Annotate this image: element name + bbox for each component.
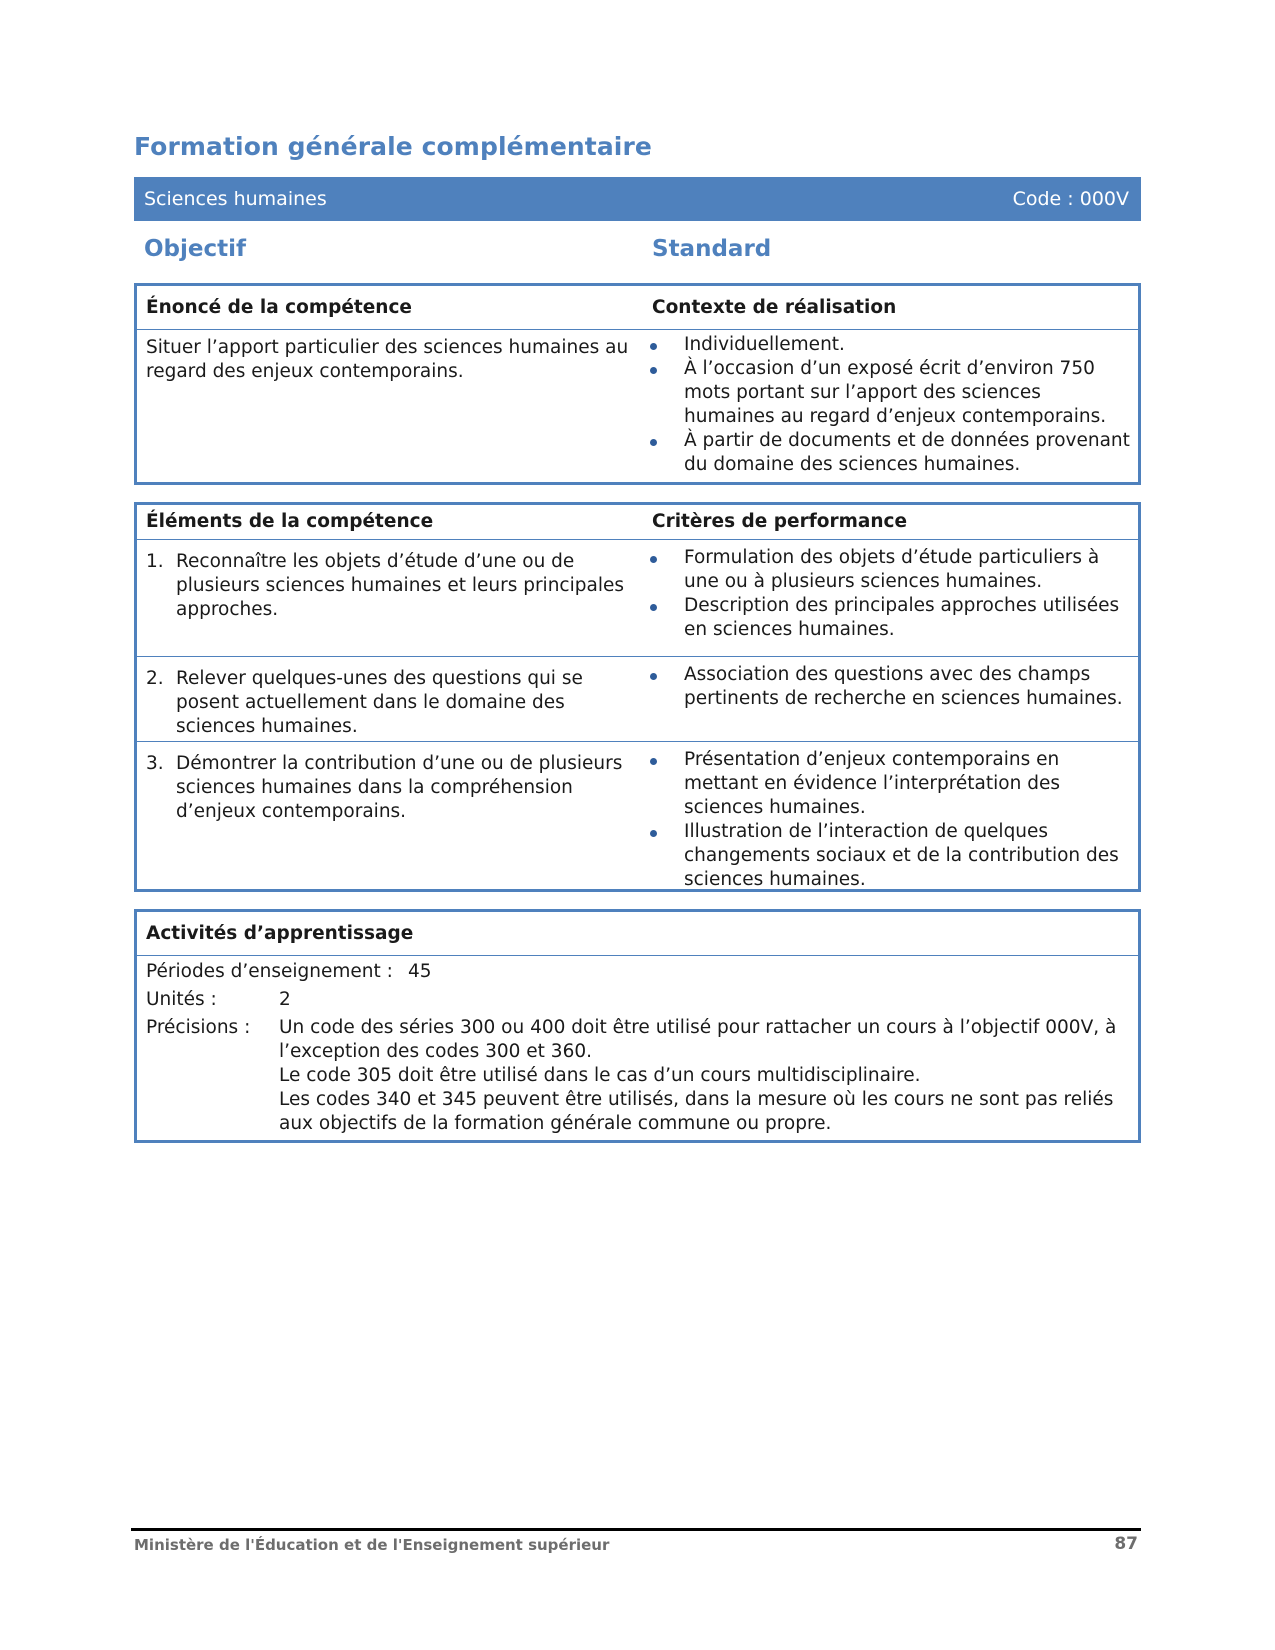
periods-value: 45 bbox=[408, 961, 432, 982]
footer-divider bbox=[131, 1528, 1141, 1531]
course-header-bar bbox=[134, 177, 1141, 221]
bullet-icon bbox=[650, 439, 657, 446]
list-item: Formulation des objets d’étude particuliers à une ou à plusieurs sciences humaines. bbox=[641, 546, 1130, 594]
course-name: Sciences humaines bbox=[144, 188, 327, 210]
activities-table bbox=[134, 909, 1141, 1143]
bullet-icon bbox=[650, 673, 657, 680]
contexte-header: Contexte de réalisation bbox=[652, 296, 897, 318]
bullet-icon bbox=[650, 367, 657, 374]
standard-heading: Standard bbox=[652, 236, 772, 262]
footer-organization: Ministère de l'Éducation et de l'Enseignement supérieur bbox=[134, 1536, 610, 1554]
activities-body bbox=[137, 956, 1138, 1148]
list-item: Association des questions avec des champs pertinents de recherche en sciences humaines. bbox=[641, 663, 1130, 711]
precisions-label: Précisions : bbox=[146, 1017, 251, 1038]
activities-header: Activités d’apprentissage bbox=[146, 922, 414, 944]
enonce-header: Énoncé de la compétence bbox=[146, 296, 412, 318]
table-row bbox=[137, 656, 1138, 741]
course-code: Code : 000V bbox=[1012, 188, 1129, 210]
units-value: 2 bbox=[279, 989, 291, 1010]
periods-line bbox=[146, 960, 1129, 984]
enonce-text: Situer l’apport particulier des sciences humaines au regard des enjeux contemporains. bbox=[146, 337, 629, 382]
list-item: Description des principales approches utilisées en sciences humaines. bbox=[641, 594, 1130, 642]
elements-table bbox=[134, 502, 1141, 892]
element-item: 1. Reconnaître les objets d’étude d’une ou de plusieurs sciences humaines et leurs principales approches. bbox=[146, 551, 624, 620]
objectif-heading: Objectif bbox=[144, 236, 247, 262]
units-line bbox=[146, 988, 1129, 1012]
precisions-text: Un code des séries 300 ou 400 doit être utilisé pour rattacher un cours à l’objectif 000V, à l’exception des codes 300 et 360. Le code 305 doit être utilisé dans le cas d’un cours multidisciplinaire. Les codes 340 et 345 peuvent être utilisés, dans la mesure où les cours ne sont pas reliés aux objectifs de la formation générale commune ou propre. bbox=[279, 1017, 1117, 1134]
elements-header: Éléments de la compétence bbox=[146, 511, 434, 532]
list-item: À partir de documents et de données provenant du domaine des sciences humaines. bbox=[641, 429, 1130, 477]
precisions-line bbox=[146, 1016, 1129, 1136]
list-item: Présentation d’enjeux contemporains en mettant en évidence l’interprétation des sciences humaines. bbox=[641, 748, 1130, 820]
periods-label: Périodes d’enseignement : bbox=[146, 961, 393, 982]
bullet-icon bbox=[650, 830, 657, 837]
bullet-icon bbox=[650, 343, 657, 350]
table-row bbox=[137, 539, 1138, 656]
table-header-row bbox=[137, 912, 1138, 955]
contexte-cell bbox=[641, 333, 1138, 477]
bullet-icon bbox=[650, 556, 657, 563]
list-item: Illustration de l’interaction de quelques changements sociaux et de la contribution des sciences humaines. bbox=[641, 820, 1130, 892]
list-item: À l’occasion d’un exposé écrit d’environ 750 mots portant sur l’apport des sciences humaines au regard d’enjeux contemporains. bbox=[641, 357, 1130, 429]
table-header-row bbox=[137, 286, 1138, 329]
competence-table bbox=[134, 283, 1141, 485]
list-item: Individuellement. bbox=[641, 333, 1130, 357]
bullet-icon bbox=[650, 604, 657, 611]
element-item: 2. Relever quelques-unes des questions qui se posent actuellement dans le domaine des sciences humaines. bbox=[146, 668, 583, 737]
page-number: 87 bbox=[1114, 1534, 1138, 1554]
criteres-header: Critères de performance bbox=[652, 511, 908, 532]
table-row bbox=[137, 329, 1138, 477]
element-item: 3. Démontrer la contribution d’une ou de plusieurs sciences humaines dans la compréhension d’enjeux contemporains. bbox=[146, 753, 623, 822]
bullet-icon bbox=[650, 758, 657, 765]
units-label: Unités : bbox=[146, 989, 217, 1010]
table-header-row bbox=[137, 505, 1138, 539]
page-title: Formation générale complémentaire bbox=[134, 132, 652, 161]
table-row bbox=[137, 741, 1138, 892]
